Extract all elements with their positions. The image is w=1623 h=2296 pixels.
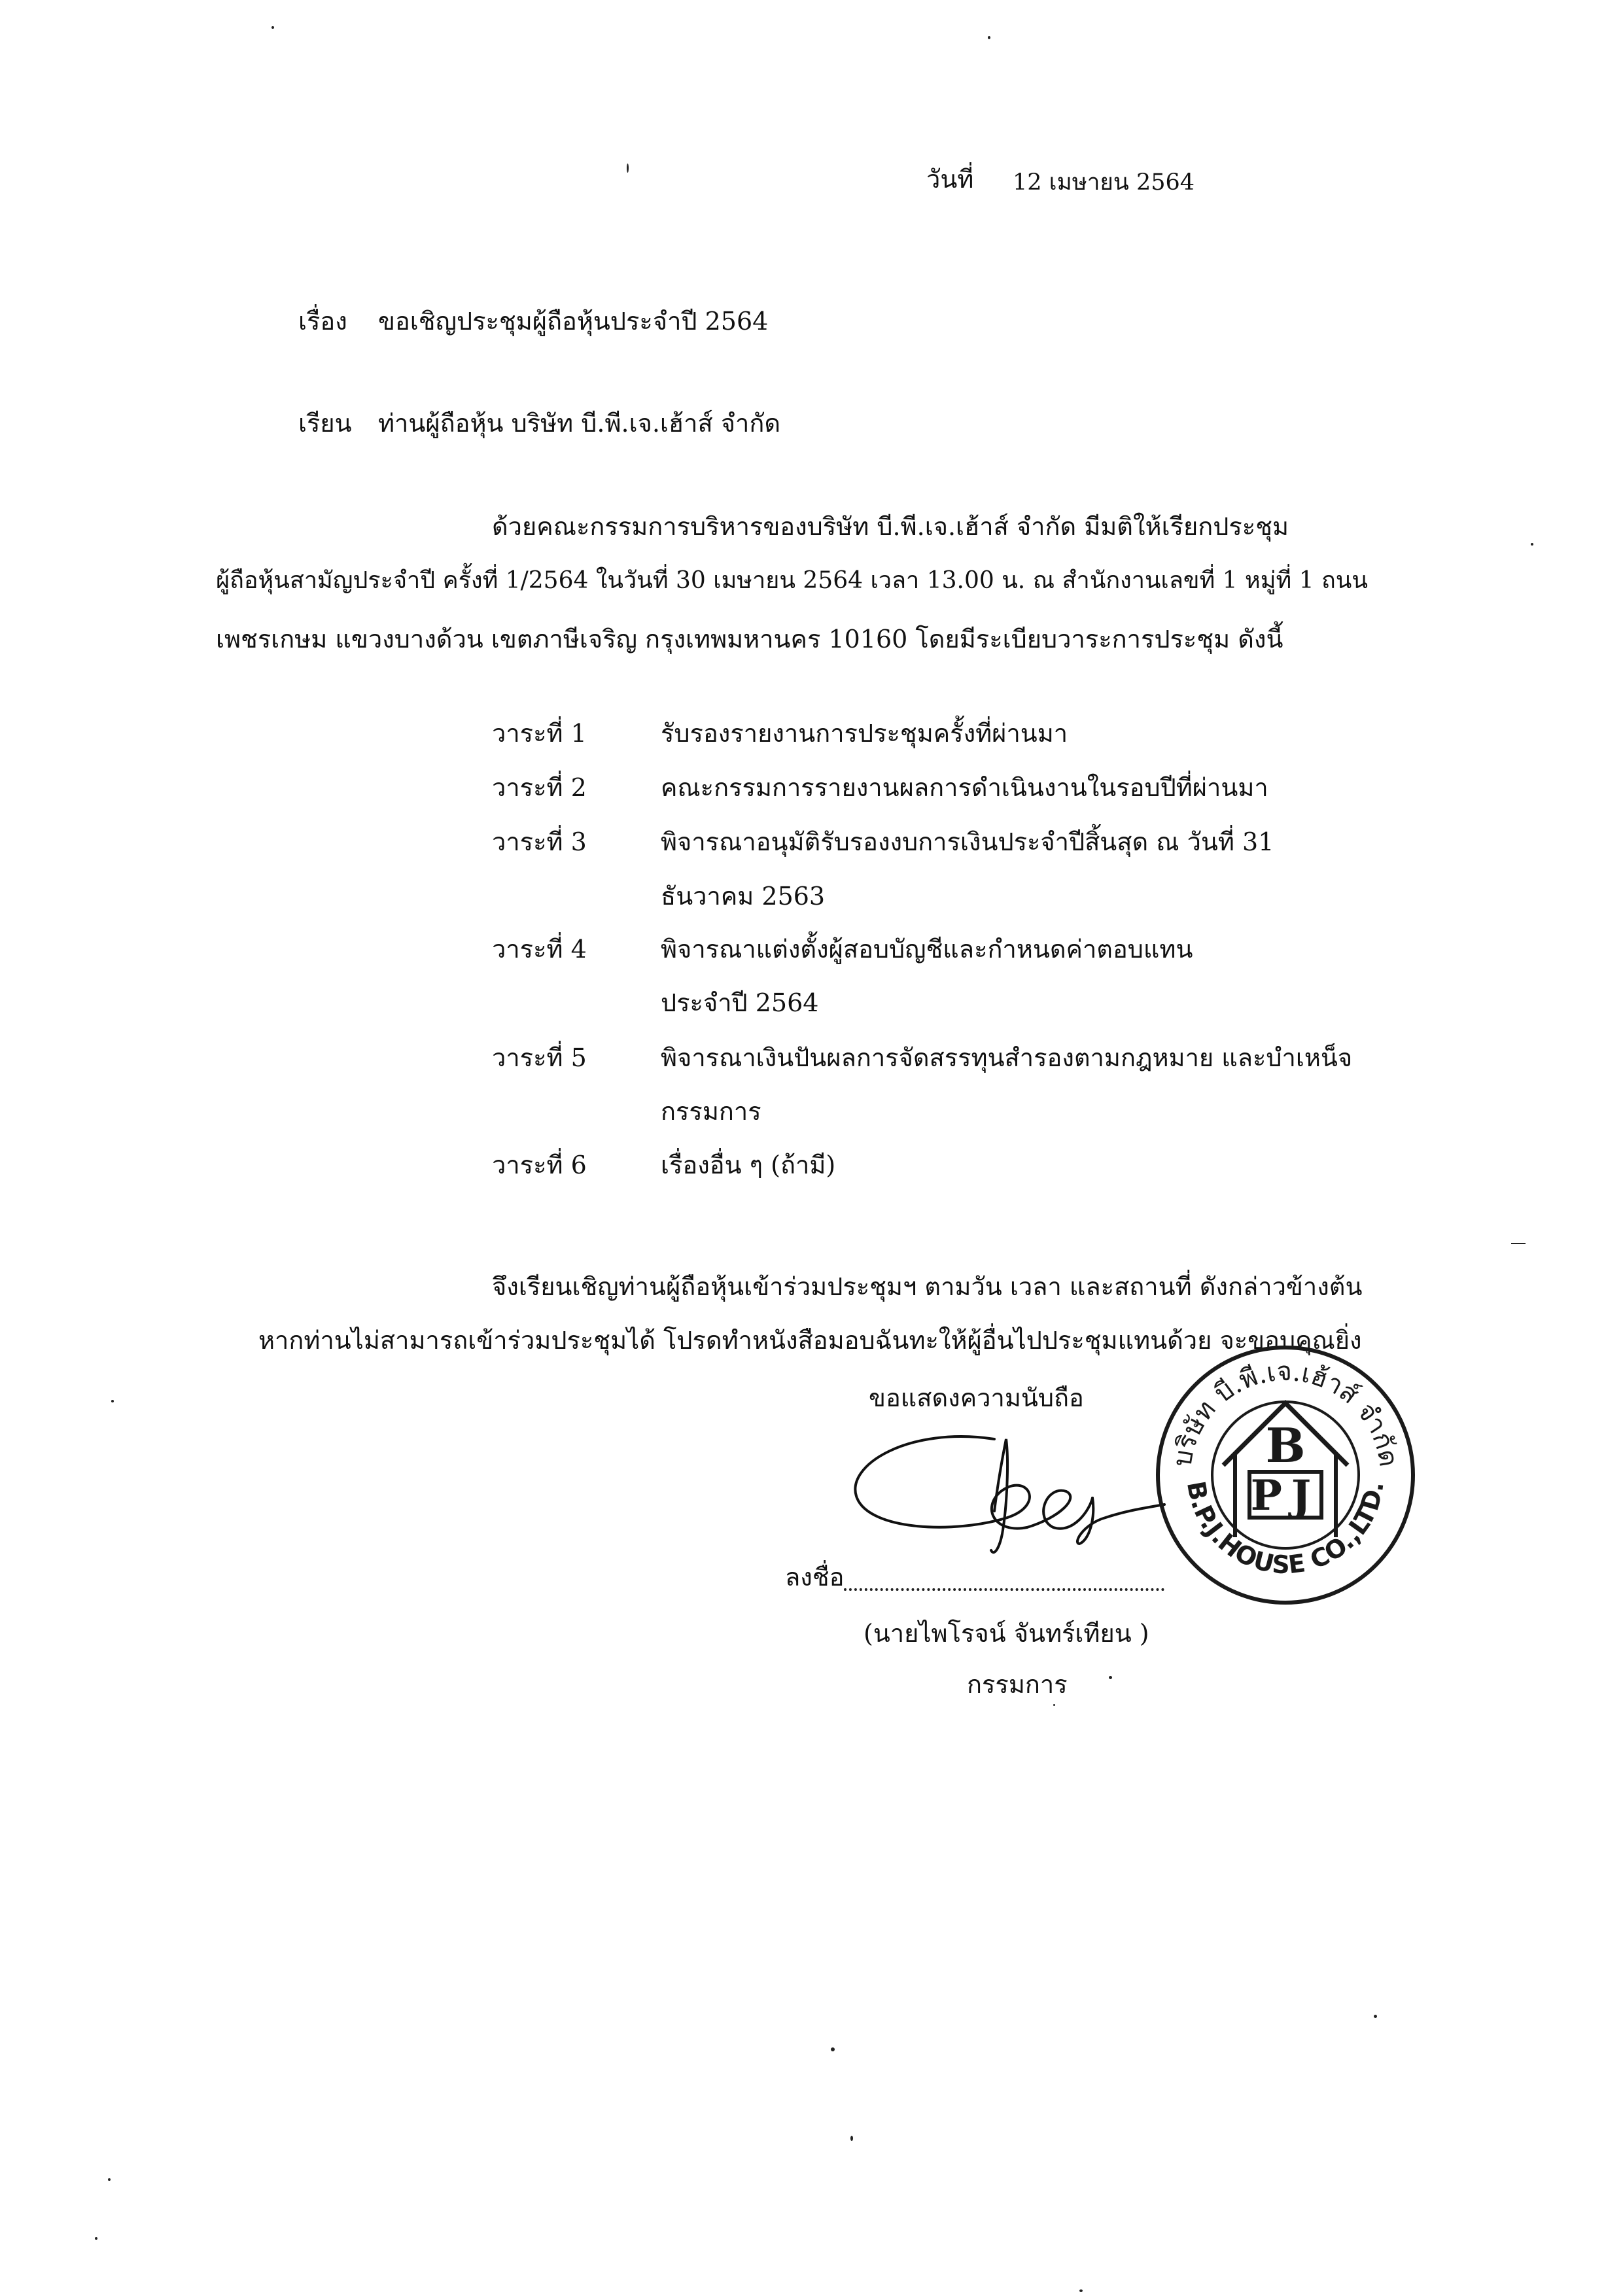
scan-speck [271, 26, 274, 29]
date-value: 12 เมษายน 2564 [1013, 169, 1195, 196]
regards-text: ขอแสดงความนับถือ [869, 1383, 1084, 1412]
seal-letters-pj: PJ [1250, 1471, 1321, 1520]
agenda-text-1: รับรองรายงานการประชุมครั้งที่ผ่านมา [661, 719, 1068, 748]
agenda-text-2: คณะกรรมการรายงานผลการดำเนินงานในรอบปีที่ผ่านมา [661, 773, 1268, 802]
subject-text: ขอเชิญประชุมผู้ถือหุ้นประจำปี 2564 [378, 307, 769, 336]
scan-speck [850, 2136, 853, 2141]
body-line-1: ด้วยคณะกรรมการบริหารของบริษัท บี.พี.เจ.เฮ้าส์ จำกัด มีมติให้เรียกประชุม [492, 512, 1289, 541]
agenda-text-4b: ประจำปี 2564 [661, 988, 819, 1017]
body-line-2: ผู้ถือหุ้นสามัญประจำปี ครั้งที่ 1/2564 ในวันที่ 30 เมษายน 2564 เวลา 13.00 น. ณ สำนักงานเลขที่ 1 หมู่ที่ 1 ถนน [216, 567, 1369, 594]
signature-line [844, 1588, 1164, 1591]
agenda-label-4: วาระที่ 4 [492, 935, 587, 964]
closing-line-1: จึงเรียนเชิญท่านผู้ถือหุ้นเข้าร่วมประชุมฯ ตามวัน เวลา และสถานที่ ดังกล่าวข้างต้น [492, 1272, 1363, 1301]
agenda-label-2: วาระที่ 2 [492, 773, 587, 802]
scan-speck [95, 2237, 97, 2240]
scan-speck [1511, 1243, 1526, 1244]
scan-speck [1374, 2015, 1377, 2018]
scan-speck [1053, 1704, 1055, 1706]
recipient-label: เรียน [298, 409, 352, 438]
agenda-label-1: วาระที่ 1 [492, 719, 587, 748]
company-seal [1151, 1341, 1420, 1609]
body-line-3: เพชรเกษม แขวงบางด้วน เขตภาษีเจริญ กรุงเทพมหานคร 10160 โดยมีระเบียบวาระการประชุม ดังนี้ [216, 625, 1283, 653]
scan-speck [1109, 1676, 1112, 1679]
agenda-label-6: วาระที่ 6 [492, 1151, 587, 1179]
scan-speck [108, 2178, 111, 2181]
seal-bottom-text: B.P.J.HOUSE CO.,LTD. [1181, 1478, 1389, 1580]
scan-speck [111, 1400, 114, 1402]
seal-letter-b: B [1265, 1418, 1306, 1473]
scan-speck [1531, 543, 1533, 546]
agenda-label-5: วาระที่ 5 [492, 1043, 587, 1072]
sign-label: ลงชื่อ [785, 1563, 845, 1592]
seal-top-text: บริษัท บี.พี.เจ.เฮ้าส์ จำกัด [1167, 1356, 1404, 1469]
signer-position: กรรมการ [967, 1670, 1068, 1699]
date-label: วันที่ [926, 165, 974, 194]
scan-speck [831, 2047, 835, 2051]
agenda-text-6: เรื่องอื่น ๆ (ถ้ามี) [661, 1151, 836, 1179]
signer-name: (นายไพโรจน์ จันทร์เทียน ) [864, 1619, 1149, 1648]
agenda-text-4a: พิจารณาแต่งตั้งผู้สอบบัญชีและกำหนดค่าตอบแทน [661, 935, 1193, 964]
closing-line-2: หากท่านไม่สามารถเข้าร่วมประชุมได้ โปรดทำหนังสือมอบฉันทะให้ผู้อื่นไปประชุมแทนด้วย จะขอบคุณยิ่ง [258, 1326, 1362, 1355]
scan-speck [627, 164, 629, 173]
recipient-text: ท่านผู้ถือหุ้น บริษัท บี.พี.เจ.เฮ้าส์ จำกัด [378, 409, 781, 438]
subject-label: เรื่อง [298, 307, 347, 336]
agenda-text-3a: พิจารณาอนุมัติรับรองงบการเงินประจำปีสิ้นสุด ณ วันที่ 31 [661, 827, 1274, 856]
agenda-text-5b: กรรมการ [661, 1097, 761, 1126]
agenda-text-3b: ธันวาคม 2563 [661, 882, 826, 911]
agenda-text-5a: พิจารณาเงินปันผลการจัดสรรทุนสำรองตามกฎหมาย และบำเหน็จ [661, 1043, 1353, 1072]
agenda-label-3: วาระที่ 3 [492, 827, 587, 856]
handwritten-signature [831, 1419, 1171, 1576]
scan-speck [1079, 2289, 1083, 2292]
scan-speck [988, 36, 990, 39]
